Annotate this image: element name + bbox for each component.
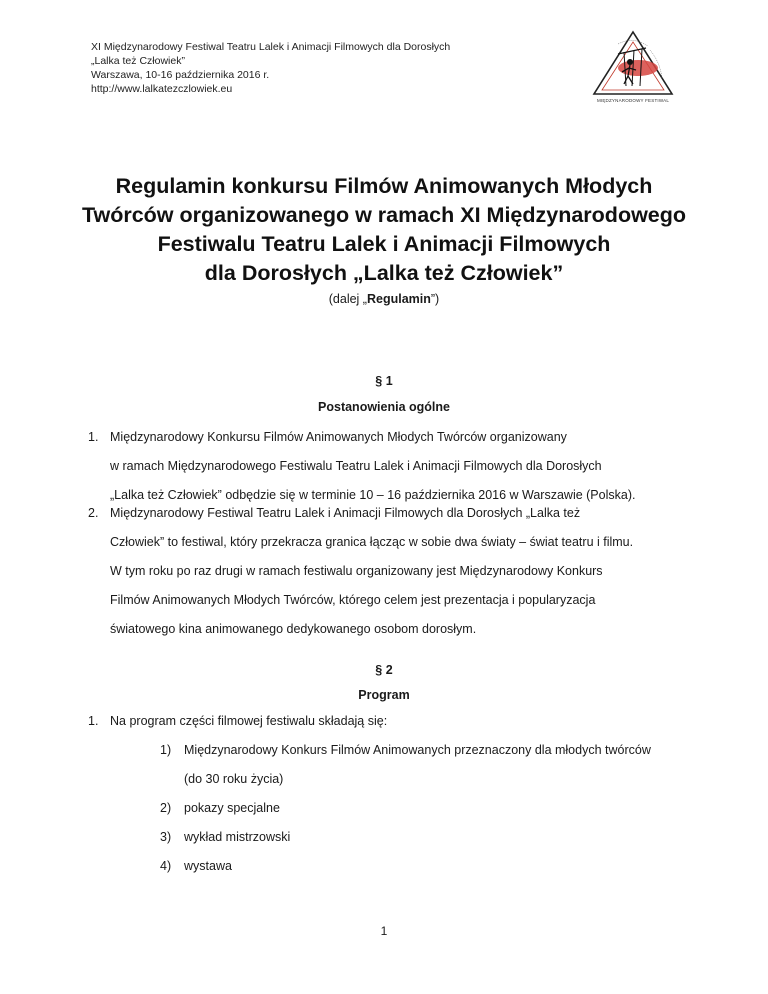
item-number: 2.	[88, 506, 99, 520]
festival-logo-icon	[588, 28, 678, 100]
header-festival-title: „Lalka też Człowiek”	[91, 55, 185, 67]
subitem-line: (do 30 roku życia)	[184, 772, 284, 786]
section-2-subitem-3	[160, 823, 678, 852]
section-2-subitem-4	[160, 852, 678, 881]
title-line: dla Dorosłych „Lalka też Człowiek”	[204, 261, 564, 285]
item-line: W tym roku po raz drugi w ramach festiwalu organizowany jest Międzynarodowy Konkurs	[110, 564, 603, 578]
subitem-number: 4)	[160, 859, 172, 873]
section-2-subitem-1	[160, 736, 678, 794]
festival-logo	[588, 28, 678, 108]
section-2-number: § 2	[375, 663, 393, 677]
section-1-item-2	[88, 499, 678, 644]
item-line: Człowiek” to festiwal, który przekracza granica łącząc w sobie dwa światy – świat teatru i filmu.	[110, 535, 634, 549]
document-subtitle	[60, 292, 708, 306]
header-festival-name: XI Międzynarodowy Festiwal Teatru Lalek i Animacji Filmowych dla Dorosłych	[91, 41, 451, 53]
subitem-line: wystawa	[184, 859, 232, 873]
document-title	[60, 172, 708, 288]
section-2-subitem-2	[160, 794, 678, 823]
subtitle-suffix: ”)	[430, 292, 440, 306]
title-line: Regulamin konkursu Filmów Animowanych Młodych	[115, 174, 653, 198]
page-number: 1	[380, 924, 388, 938]
item-line: Filmów Animowanych Młodych Twórców, którego celem jest prezentacja i popularyzacja	[110, 593, 596, 607]
section-2-item-1	[88, 707, 678, 736]
subitem-line: Międzynarodowy Konkurs Filmów Animowanych przeznaczony dla młodych twórców	[184, 743, 651, 757]
subtitle-bold: Regulamin	[366, 292, 431, 306]
title-line: Twórców organizowanego w ramach XI Międzynarodowego	[81, 203, 687, 227]
item-line: „Lalka też Człowiek” odbędzie się w terminie 10 – 16 października 2016 w Warszawie (Polska).	[110, 488, 636, 502]
subtitle-prefix: (dalej „	[328, 292, 367, 306]
title-line: Festiwalu Teatru Lalek i Animacji Filmowych	[157, 232, 611, 256]
header-dates: Warszawa, 10-16 października 2016 r.	[91, 69, 270, 81]
subitem-number: 1)	[160, 743, 172, 757]
item-line: Międzynarodowy Konkursu Filmów Animowanych Młodych Twórców organizowany	[110, 430, 567, 444]
subitem-line: wykład mistrzowski	[184, 830, 291, 844]
section-2-heading: Program	[358, 688, 410, 702]
item-number: 1.	[88, 714, 99, 728]
document-header	[91, 40, 551, 96]
header-website: http://www.lalkatezczlowiek.eu	[91, 83, 233, 95]
section-1-number: § 1	[375, 374, 393, 388]
subitem-number: 3)	[160, 830, 172, 844]
section-1-heading: Postanowienia ogólne	[318, 400, 450, 414]
item-line: światowego kina animowanego dedykowanego osobom dorosłym.	[110, 622, 477, 636]
item-line: w ramach Międzynarodowego Festiwalu Teatru Lalek i Animacji Filmowych dla Dorosłych	[110, 459, 602, 473]
subitem-line: pokazy specjalne	[184, 801, 280, 815]
item-number: 1.	[88, 430, 99, 444]
item-line: Na program części filmowej festiwalu składają się:	[110, 714, 388, 728]
section-1-item-1	[88, 423, 678, 510]
item-line: Międzynarodowy Festiwal Teatru Lalek i Animacji Filmowych dla Dorosłych „Lalka też	[110, 506, 581, 520]
logo-caption: MIĘDZYNARODOWY FESTIWAL	[596, 98, 670, 103]
subitem-number: 2)	[160, 801, 172, 815]
